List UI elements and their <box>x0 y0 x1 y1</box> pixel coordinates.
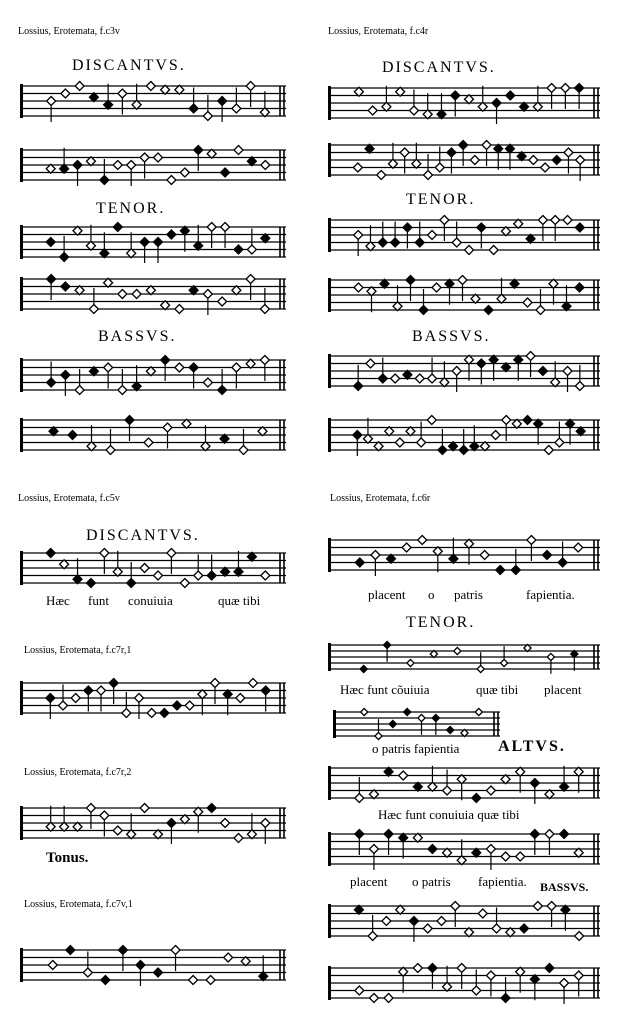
staff <box>20 146 286 187</box>
staff <box>328 416 600 457</box>
staff <box>328 830 600 871</box>
caption-c7r2: Lossius, Erotemata, f.c7r,2 <box>24 767 132 778</box>
staff <box>333 708 500 739</box>
voice-discantus-c4r: DISCANTVS. <box>382 59 496 76</box>
lyric-c6r-3: patris <box>454 587 483 602</box>
voice-bassus-c6r: BASSVS. <box>540 880 589 894</box>
caption-c3v: Lossius, Erotemata, f.c3v <box>18 26 120 37</box>
lyric-c6r-tenor-3: placent <box>544 682 582 697</box>
lyric-c5v-1: Hæc <box>46 593 70 608</box>
caption-c4r: Lossius, Erotemata, f.c4r <box>328 26 429 37</box>
staff <box>328 352 600 393</box>
staff <box>328 84 600 125</box>
staff <box>20 223 286 264</box>
lyric-c6r-tenor-2: quæ tibi <box>476 682 519 697</box>
staff <box>20 946 286 987</box>
lyric-c6r-2: o <box>428 587 435 602</box>
tonus-label: Tonus. <box>46 850 89 866</box>
staff <box>328 766 600 804</box>
lyric-c6r-altus-1: Hæc funt conuiuia quæ tibi <box>378 807 520 822</box>
lyric-c5v-2: funt <box>88 593 109 608</box>
lyric-c6r-4: fapientia. <box>526 587 575 602</box>
staff <box>328 641 600 673</box>
staff <box>328 216 600 257</box>
lyric-c6r-altus-4: fapientia. <box>478 874 527 889</box>
voice-bassus-c4r: BASSVS. <box>412 328 491 345</box>
staff <box>328 536 600 577</box>
lyric-c6r-1: placent <box>368 587 406 602</box>
staff <box>20 275 286 316</box>
staff <box>20 679 286 720</box>
voice-bassus-c3v: BASSVS. <box>98 328 177 345</box>
caption-c7r1: Lossius, Erotemata, f.c7r,1 <box>24 645 132 656</box>
lyric-c5v-3: conuiuia <box>128 593 173 608</box>
voice-tenor-c4r: TENOR. <box>406 191 476 208</box>
voice-discantus-c5v: DISCANTVS. <box>86 527 200 544</box>
voice-tenor-c3v: TENOR. <box>96 200 166 217</box>
voice-tenor-c6r: TENOR. <box>406 614 476 631</box>
lyric-c6r-altus-3: o patris <box>412 874 451 889</box>
caption-c5v: Lossius, Erotemata, f.c5v <box>18 493 120 504</box>
lyric-c6r-tenor-4: o patris fapientia <box>372 741 460 756</box>
staff <box>20 804 286 845</box>
staff <box>20 82 286 123</box>
lyric-c6r-tenor-1: Hæc funt cõuiuia <box>340 682 430 697</box>
staff <box>328 141 600 182</box>
staff <box>20 549 286 588</box>
staff <box>20 356 286 397</box>
voice-discantus-c3v: DISCANTVS. <box>72 57 186 74</box>
caption-c7v1: Lossius, Erotemata, f.c7v,1 <box>24 899 133 910</box>
caption-c6r: Lossius, Erotemata, f.c6r <box>330 493 431 504</box>
lyric-c5v-4: quæ tibi <box>218 593 261 608</box>
staff <box>328 964 600 1005</box>
staff <box>20 416 286 455</box>
staff <box>328 902 600 943</box>
voice-altus-c6r: ALTVS. <box>498 738 566 755</box>
staff <box>328 276 600 315</box>
lyric-c6r-altus-2: placent <box>350 874 388 889</box>
